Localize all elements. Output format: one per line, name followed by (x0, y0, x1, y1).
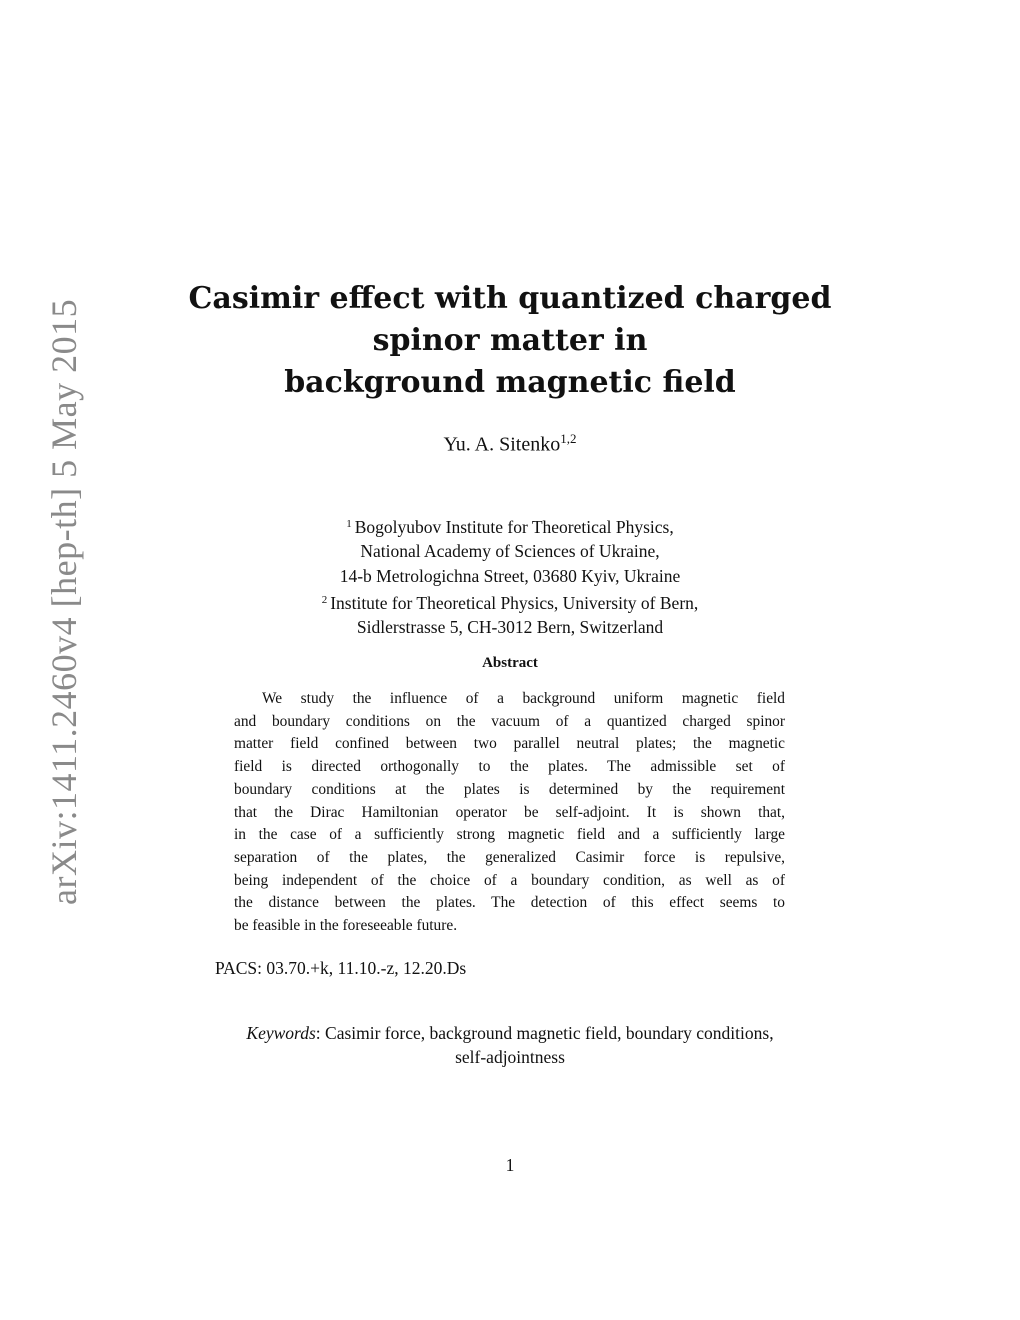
author-affiliation-marks: 1,2 (560, 431, 577, 446)
abstract-line: field is directed orthogonally to the plates. The admissible set of (234, 758, 785, 776)
author-name: Yu. A. Sitenko (443, 433, 561, 456)
arxiv-side-label: arXiv:1411.2460v4 [hep-th] 5 May 2015 (44, 298, 84, 905)
paper-title (150, 278, 870, 404)
affiliation-1-line-2: National Academy of Sciences of Ukraine, (360, 541, 660, 562)
affiliation-2-line-1 (200, 588, 820, 615)
abstract-line: the distance between the plates. The detection of this effect seems to (234, 894, 785, 912)
abstract-line: matter field confined between two parallel neutral plates; the magnetic (234, 735, 785, 753)
keywords-line-1 (180, 1021, 840, 1045)
title-line-3: background magnetic field (284, 365, 736, 400)
title-line-2: spinor matter in (372, 323, 648, 358)
abstract-heading: Abstract (482, 655, 538, 671)
abstract-line: separation of the plates, the generalized Casimir force is repulsive, (234, 848, 785, 866)
abstract-line: that the Dirac Hamiltonian operator be self-adjoint. It is shown that, (234, 803, 785, 821)
affiliation-2-line-2: Sidlerstrasse 5, CH-3012 Bern, Switzerland (356, 617, 664, 638)
affiliation-1-text: Bogolyubov Institute for Theoretical Physics, (354, 517, 674, 537)
keywords-text: : Casimir force, background magnetic field, boundary conditions, (315, 1023, 774, 1043)
abstract-line: boundary conditions at the plates is determined by the requirement (234, 780, 785, 798)
abstract-line: and boundary conditions on the vacuum of a quantized charged spinor (234, 712, 785, 730)
author (200, 431, 820, 457)
affiliation-2-text: Institute for Theoretical Physics, University of Bern, (330, 592, 699, 613)
title-line-1: Casimir effect with quantized charged (188, 281, 832, 316)
affiliation-1-line-1 (200, 512, 820, 539)
page-number: 1 (505, 1155, 515, 1175)
keywords (180, 1021, 840, 1069)
abstract-body (234, 688, 785, 938)
abstract-line: being independent of the choice of a boundary condition, as well as of (234, 871, 785, 889)
affiliation-1-mark: 1 (346, 518, 352, 530)
affiliations (200, 512, 820, 639)
affiliation-2-mark: 2 (321, 593, 328, 606)
keywords-line-2: self-adjointness (455, 1047, 565, 1067)
abstract-line: We study the influence of a background uniform magnetic field (262, 690, 785, 707)
keywords-label: Keywords (246, 1023, 316, 1043)
affiliation-1-line-3: 14-b Metrologichna Street, 03680 Kyiv, Ukraine (339, 565, 681, 586)
pacs-codes: PACS: 03.70.+k, 11.10.-z, 12.20.Ds (215, 958, 467, 978)
abstract-line: in the case of a sufficiently strong magnetic field and a sufficiently large (234, 826, 785, 844)
abstract-line: be feasible in the foreseeable future. (234, 917, 458, 935)
